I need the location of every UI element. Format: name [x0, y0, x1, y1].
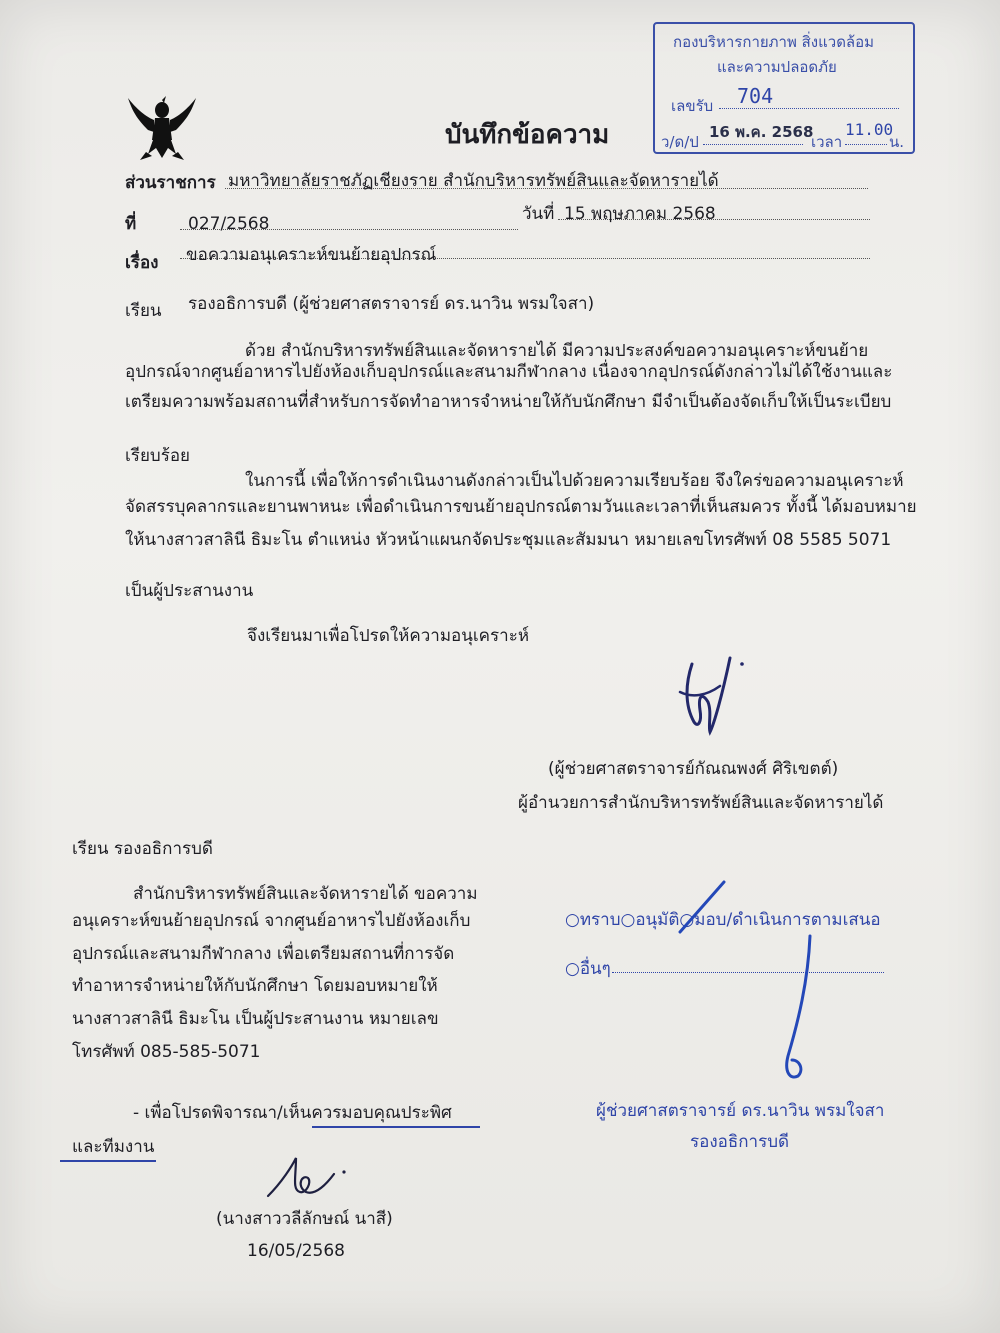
- p2-line-1: ในการนี้ เพื่อให้การดำเนินงานดังกล่าวเป็นไปด้วยความเรียบร้อย จึงใคร่ขอความอนุเคราะห์: [245, 471, 904, 491]
- subject-label: เรื่อง: [125, 253, 159, 273]
- ref-label: ที่: [125, 214, 137, 234]
- p2-line-2: จัดสรรบุคลากรและยานพาหนะ เพื่อดำเนินการขนย้ายอุปกรณ์ตามวันและเวลาที่เห็นสมควร ทั้งนี้ ได้มอบหมาย: [125, 497, 917, 517]
- stamp-time-value: 11.00: [845, 120, 894, 139]
- closing-text: จึงเรียนมาเพื่อโปรดให้ความอนุเคราะห์: [247, 626, 530, 646]
- p2-line-3: ให้นางสาวสาลินี ธิมะโน ตำแหน่ง หัวหน้าแผนกจัดประชุมและสัมมนา หมายเลขโทรศัพท์ 08 5585 5071: [125, 530, 892, 550]
- vp-name: ผู้ช่วยศาสตราจารย์ ดร.นาวิน พรมใจสา: [596, 1101, 885, 1121]
- agency-value: มหาวิทยาลัยราชภัฏเชียงราย สำนักบริหารทรัพย์สินและจัดหารายได้: [228, 171, 719, 191]
- clerk-name: (นางสาววลีลักษณ์ นาสี): [216, 1209, 393, 1229]
- stamp-line-2: และความปลอดภัย: [717, 58, 837, 76]
- garuda-emblem: [126, 96, 198, 162]
- stamp-received-no: 704: [737, 84, 774, 108]
- stamp-date-label: ว/ด/ป: [661, 133, 699, 151]
- stamp-time-label: เวลา: [811, 133, 843, 151]
- salutation-value: รองอธิการบดี (ผู้ช่วยศาสตราจารย์ ดร.นาวิน พรมใจสา): [188, 294, 595, 314]
- stamp-time-suffix: น.: [889, 133, 905, 151]
- p1-line-2: อุปกรณ์จากศูนย์อาหารไปยังห้องเก็บอุปกรณ์และสนามกีฬากลาง เนื่องจากอุปกรณ์ดังกล่าวไม่ได้ใช้งานและ: [125, 362, 893, 382]
- note-line-2: อนุเคราะห์ขนย้ายอุปกรณ์ จากศูนย์อาหารไปยังห้องเก็บ: [72, 911, 471, 931]
- director-position: ผู้อำนวยการสำนักบริหารทรัพย์สินและจัดหารายได้: [518, 793, 884, 813]
- note-line-1: สำนักบริหารทรัพย์สินและจัดหารายได้ ขอความ: [133, 884, 478, 904]
- memo-title: บันทึกข้อความ: [445, 120, 610, 150]
- vp-position: รองอธิการบดี: [690, 1132, 790, 1152]
- p2-line-4: เป็นผู้ประสานงาน: [125, 581, 254, 601]
- agency-label: ส่วนราชการ: [125, 173, 216, 193]
- approval-other-label: ○อื่นๆ: [565, 959, 611, 979]
- note-line-6: โทรศัพท์ 085-585-5071: [72, 1042, 261, 1062]
- p1-line-4: เรียบร้อย: [125, 446, 190, 466]
- note-salutation: เรียน รองอธิการบดี: [72, 839, 213, 859]
- note-line-4: ทำอาหารจำหน่ายให้กับนักศึกษา โดยมอบหมายให้: [72, 976, 438, 996]
- approval-options: ○ทราบ○อนุมัติ○มอบ/ดำเนินการตามเสนอ: [565, 910, 881, 930]
- note-line-3: อุปกรณ์และสนามกีฬากลาง เพื่อเตรียมสถานที่การจัด: [72, 944, 455, 964]
- clerk-signature: [262, 1152, 352, 1202]
- p1-line-3: เตรียมความพร้อมสถานที่สำหรับการจัดทำอาหารจำหน่ายให้กับนักศึกษา มีจำเป็นต้องจัดเก็บให้เป็นระเบียบ: [125, 392, 892, 412]
- stamp-line-1: กองบริหารกายภาพ สิ่งแวดล้อม: [673, 33, 875, 51]
- director-name: (ผู้ช่วยศาสตราจารย์กัณณพงศ์ ศิริเขตต์): [548, 759, 839, 779]
- proposal-line-1: - เพื่อโปรดพิจารณา/เห็นควรมอบคุณประพิศ: [133, 1103, 452, 1123]
- vp-signature: [660, 872, 840, 1092]
- ref-value: 027/2568: [188, 214, 270, 234]
- p1-line-1: ด้วย สำนักบริหารทรัพย์สินและจัดหารายได้ มีความประสงค์ขอความอนุเคราะห์ขนย้าย: [245, 341, 869, 361]
- clerk-date: 16/05/2568: [247, 1241, 345, 1261]
- receipt-stamp: [653, 22, 915, 154]
- subject-value: ขอความอนุเคราะห์ขนย้ายอุปกรณ์: [186, 245, 437, 265]
- director-signature: [672, 652, 752, 738]
- date-value: 15 พฤษภาคม 2568: [564, 204, 716, 224]
- salutation-label: เรียน: [125, 301, 162, 321]
- date-label: วันที่: [522, 204, 555, 224]
- stamp-date-value: 16 พ.ค. 2568: [709, 123, 814, 141]
- stamp-received-label: เลขรับ: [671, 97, 714, 115]
- note-line-5: นางสาวสาลินี ธิมะโน เป็นผู้ประสานงาน หมายเลข: [72, 1009, 439, 1029]
- proposal-line-2: และทีมงาน: [72, 1137, 155, 1157]
